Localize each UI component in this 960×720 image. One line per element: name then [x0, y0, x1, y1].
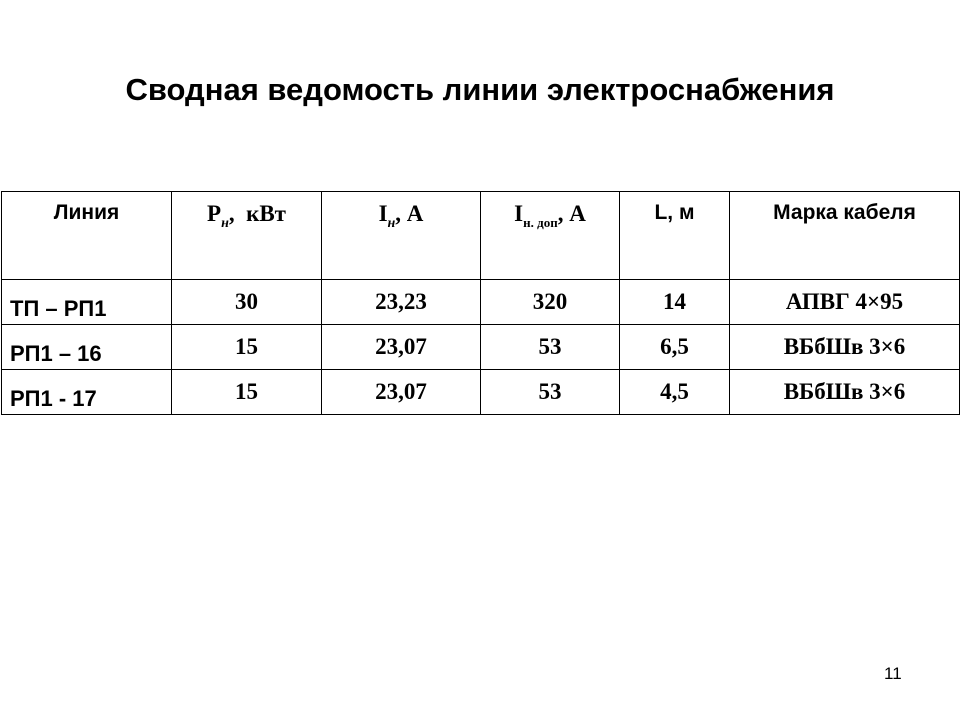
- cell-cable-grade: ВБбШв 3×6: [730, 325, 960, 370]
- cell-allowable-current: 53: [481, 370, 620, 415]
- summary-table: [1, 191, 960, 415]
- table-row: [2, 280, 960, 325]
- table-header-row: [2, 192, 960, 280]
- table-row: [2, 325, 960, 370]
- cell-current: 23,23: [322, 280, 481, 325]
- cell-power: 15: [172, 325, 322, 370]
- header-allowable-current-symbol: I: [514, 201, 524, 226]
- header-current-symbol: I: [378, 201, 388, 226]
- header-cable-grade-label: Марка кабеля: [773, 201, 916, 224]
- header-line-label: Линия: [53, 201, 120, 224]
- header-allowable-current-subscript: н. доп: [523, 215, 558, 230]
- cell-allowable-current: 53: [481, 325, 620, 370]
- cell-length: 4,5: [620, 370, 730, 415]
- header-allowable-current-unit: , А: [557, 201, 586, 226]
- cell-current: 23,07: [322, 370, 481, 415]
- header-power-subscript: н: [221, 216, 229, 231]
- header-power-symbol: Р: [207, 201, 222, 226]
- table-row: [2, 370, 960, 415]
- cell-length: 6,5: [620, 325, 730, 370]
- cell-allowable-current: 320: [481, 280, 620, 325]
- header-current-unit: , А: [395, 201, 424, 226]
- page-title: Сводная ведомость линии электроснабжения: [125, 72, 835, 107]
- cell-cable-grade: ВБбШв 3×6: [730, 370, 960, 415]
- header-current: [322, 192, 481, 280]
- cell-line: РП1 – 16: [2, 325, 172, 370]
- cell-line: ТП – РП1: [2, 280, 172, 325]
- header-cable-grade: [730, 192, 960, 280]
- header-length: [620, 192, 730, 280]
- header-power-unit: , кВт: [228, 201, 286, 226]
- page-number: 11: [884, 664, 902, 683]
- cell-length: 14: [620, 280, 730, 325]
- header-length-label: L, м: [654, 201, 695, 224]
- cell-power: 15: [172, 370, 322, 415]
- header-current-subscript: н: [387, 216, 396, 231]
- cell-cable-grade: АПВГ 4×95: [730, 280, 960, 325]
- header-allowable-current: [481, 192, 620, 280]
- cell-current: 23,07: [322, 325, 481, 370]
- header-line: [2, 192, 172, 280]
- header-power: [172, 192, 322, 280]
- cell-power: 30: [172, 280, 322, 325]
- cell-line: РП1 - 17: [2, 370, 172, 415]
